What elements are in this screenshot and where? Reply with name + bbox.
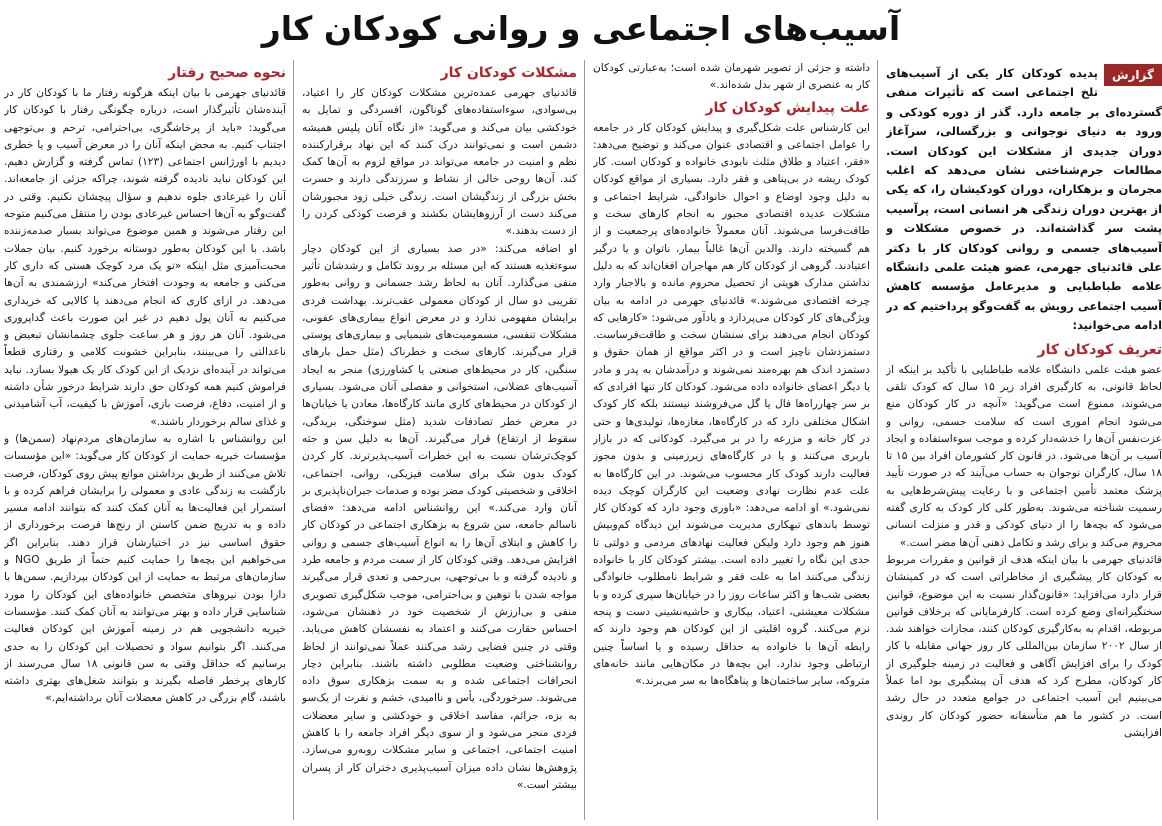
lead-text: پدیده کودکان کار یکی از آسیب‌های تلخ اجتماعی است که تأثیرات منفی گسترده‌ای بر جامعه دارد. گذر از دوره کودکی و ورود به دنیای نوجوانی و بزرگسالی، سرآغاز دوران جدیدی از مشکلات این کودکان است. مطالعات جرم‌شناختی نشان می‌دهد که اغلب مجرمان و بزهکاران، دوران کودکیشان را، که یکی از بهترین دوران زندگی هر انسانی است، پرآسیب پشت سر گذاشته‌اند. در خصوص مشکلات و آسیب‌های جسمی و روانی کودکان کار با دکتر علی قائدنیای جهرمی، عضو هیئت علمی دانشگاه علامه طباطبایی و مدیرعامل مؤسسه کاهش آسیب اجتماعی رویش به گفت‌وگو پرداختیم که در ادامه می‌خوانید: [886,66,1162,333]
column-divider [877,60,878,820]
column-divider [293,60,294,820]
lead-paragraph [886,64,1162,336]
column-4 [4,60,286,822]
body-paragraph: او اضافه می‌کند: «در صد بسیاری از این کودکان دچار سوءتغذیه هستند که این مسئله بر روند تکامل و رشدشان تأثیر منفی می‌گذارد. آنان به لحاظ رشد جسمانی و روانی به‌طور تقریبی دو سال از کودکان معمولی عقب‌ترند. بهداشت فردی برایشان مفهومی ندارد و در معرض انواع بیماری‌های عفونی، مشکلات تنفسی، مسمومیت‌های شیمیایی و بیماری‌های پوستی قرار می‌گیرند. کارهای سخت و خطرناک (مثل حمل بارهای سنگین، کار در محیط‌های صنعتی یا کشاورزی) منجر به ایجاد آسیب‌های عضلانی، استخوانی و مفصلی آنان می‌شود. بسیاری از کودکان در محیط‌های کاری مانند کارگاه‌ها، معادن یا خیابان‌ها در معرض خطر تصادفات شدید (مثل سوختگی، بریدگی، سقوط از ارتفاع) قرار می‌گیرند. آن‌ها به دلیل سن و جثه کوچک‌ترشان نسبت به این خطرات آسیب‌پذیرترند. کار کردن کودک بدون شک برای سلامت فیزیکی، روانی، اجتماعی، اخلاقی و شخصیتی کودک مضر بوده و صدمات جبران‌ناپذیری بر آنان وارد می‌کند.» این روانشناس ادامه می‌دهد: «فضای ناسالم جامعه، سن شروع به بزهکاری اجتماعی در کودکان کار را کاهش و ابتلای آن‌ها را به انواع آسیب‌های جسمی و روانی افزایش می‌دهد. وقتی کودکان کار از سمت مردم و جامعه طرد و نادیده گرفته و با بی‌توجهی، بی‌رحمی و تعدی قرار می‌گیرند مواجه شدن با توهین و بی‌احترامی، موجب شکل‌گیری تصویری منفی و بی‌ارزش از شخصیت خود در ذهنشان می‌شود، احساس حقارت می‌کنند و اعتماد به نفسشان کاهش می‌یابد. وقتی در چنین فضایی رشد می‌کنند عملاً نمی‌توانند از لحاظ روانشناختی وضعیت مطلوبی داشته باشند. بنابراین دچار انحرافات اجتماعی شده و به سمت بزهکاری سوق داده می‌شوند. سرخوردگی، یأس و ناامیدی، خشم و نفرت از یک‌سو به بزه، جرائم، مفاسد اخلاقی و خودکشی و سایر معضلات فردی منجر می‌شود و از سوی دیگر افراد جامعه را با کاهش امنیت اجتماعی، اجتماعی و سایر مشکلات روبه‌رو می‌سازد. پژوهش‌ها نشان داده میزان آسیب‌پذیری دختران کار از پسران بیشتر است.» [302,242,577,791]
column-2 [593,60,870,822]
body-paragraph: این روانشناس با اشاره به سازمان‌های مردم‌نهاد (سمن‌ها) و مؤسسات خیریه حمایت از کودکان کار می‌گوید: «این مؤسسات تلاش می‌کنند از طریق برداشتن موانع پیش روی کودکان، فرصت بازگشت به زندگی عادی و معمولی را برایشان فراهم کرده و با استمرار این فعالیت‌ها به آنان کمک کنند که بتوانند ادامه مسیر داده و به تدریج ضمن کاستن از رنج‌ها فرصت برخورداری از حقوق اساسی نیز در اختیارشان قرار دهند. بنابراین اگر می‌خواهیم این بچه‌ها را حمایت کنیم حتماً از طریق NGO و سازمان‌های مرتبط به حمایت از این کودکان بپردازیم. سمن‌ها با دارا بودن نیروهای متخصص خانواده‌های این کودکان را مورد شناسایی قرار داده و بهتر می‌توانند به آنان کمک کنند. مؤسسات خیریه دانشجویی هم در زمینه آموزش این کودکان فعالیت می‌کنند. اگر بتوانیم سواد و تحصیلات این کودکان را به حدی برسانیم که حداقل وقتی به سن قانونی ۱۸ سال می‌رسند از کارهای پرخطر فاصله بگیرند و بتوانند شغل‌های بهتری داشته باشند، گام بزرگی در کاهش معضلات آنان برداشته‌ایم.» [4,432,286,705]
column-3 [302,60,577,822]
body-paragraph: این کارشناس علت شکل‌گیری و پیدایش کودکان کار در جامعه را عوامل اجتماعی و اقتصادی عنوان می‌کند و توضیح می‌دهد: «فقر، اعتیاد و طلاق مثلث نابودی خانواده و کودکان است. کار کودک ریشه در بی‌پناهی و فقر دارد. بسیاری از مواقع کودکان به دلیل وجود اوضاع و احوال خانوادگی، شرایط اجتماعی و مشکلات عدیده اقتصادی مجبور به انجام کارهای سخت و طاقت‌فرسا می‌شوند. آنان معمولاً خانواده‌های پرجمعیت و از هم گسیخته دارند. والدین آن‌ها غالباً بیمار، ناتوان و یا درگیر اعتیادند. گروهی از کودکان کار هم مهاجران افغان‌اند که به دلیل نداشتن مدارک هویتی از تحصیل محروم مانده و بالاجبار وارد چرخه اقتصادی می‌شوند.» قائدنیای جهرمی در ادامه به بیان ویژگی‌های کار کودکان می‌پردازد و یادآور می‌شود: «کارهایی که کودکان انجام می‌دهند برای سنشان سخت و طاقت‌فرساست. دستمزدشان ناچیز است و در اکثر مواقع از همان حقوق و دستمزد اندک هم بهره‌مند نمی‌شوند و درآمدشان به پدر و مادر یا دیگر اعضای خانواده داده می‌شود. کودکان کار تنها افرادی که بر سر چهارراه‌ها فال یا گل می‌فروشند نیستند بلکه کار کودک اشکال مختلفی دارد که در کارگاه‌ها، مغازه‌ها، تولیدی‌ها و حتی در کار خانه و مزرعه را در بر می‌گیرد. کودکانی که در بازار باربری می‌کنند و یا در کارگاه‌های زیرزمینی و بدون مجوز فعالیت دارند کودک کار محسوب می‌شوند. در این کارگاه‌ها به علت عدم نظارت نهادی وضعیت این کارگران کوچک دیده نمی‌شود.» او ادامه می‌دهد: «باوری وجود دارد که کودکان کار توسط باندهای تبهکاری مدیریت می‌شوند این دیدگاه کم‌وبیش هنوز هم وجود دارد ولیکن فعالیت نهادهای مردمی و دولتی تا حدی این نگاه را تغییر داده است. بیشتر کودکان کار با خانواده زندگی می‌کنند اما به علت فقر و شرایط نامطلوب خانوادگی بعضی شب‌ها و اکثر ساعات روز را در خیابان‌ها سپری کرده و با مشکلات معیشتی، اعتیاد، بیکاری و حاشیه‌نشینی دست و پنجه نرم می‌کنند. گروه اقلیتی از این کودکان هم وجود دارند که رابطه آن‌ها با خانواده به حداقل رسیده و یا اساساً چنین ارتباطی وجود ندارد. این بچه‌ها در مکان‌هایی مانند خانه‌های متروکه، سایر ساختمان‌ها و پناهگاه‌ها به سر می‌برند.» [593,121,870,688]
subheading-definition: تعریف کودکان کار [1037,341,1162,358]
subheading-causes: علت پیدایش کودکان کار [705,99,870,116]
body-paragraph: داشته و جزئی از تصویر شهرمان شده است؛ به‌عبارتی کودکان کار به عنصری از شهر بدل شده‌اند.» [593,62,870,92]
body-paragraph: قائدنیای جهرمی با بیان اینکه هدف از قوانین و مقررات مربوط به کودکان کار پیشگیری از مخاطراتی است که در کمینشان قرار دارد می‌افزاید: «قانون‌گذار نسبت به این موضوع، قوانین سختگیرانه‌ای وضع کرده است. کارفرمایانی که برخلاف قوانین مربوطه، اقدام به به‌کارگیری کودکان کنند، مجازات خواهند شد. از سال ۲۰۰۲ سازمان بین‌المللی کار روز جهانی مقابله با کار کودک را برای افزایش آگاهی و فعالیت در زمینه جلوگیری از کار کودکان، مطرح کرد که هدف آن پیشگیری بود اما عملاً می‌بینیم این آسیب اجتماعی در جوامع متعدد در حال رشد است. در کشور ما هم متأسفانه حضور کودکان کار روندی افزایشی [886,553,1162,739]
headline: آسیب‌های اجتماعی و روانی کودکان کار [261,9,901,48]
body-paragraph: قائدنیای جهرمی عمده‌ترین مشکلات کودکان کار را اعتیاد، بی‌سوادی، سوءاستفاده‌های گوناگون، افسردگی و تمایل به خودکشی بیان می‌کند و می‌گوید: «از نگاه آنان پلیس همیشه دشمن است و نمی‌توانند درک کنند که این نهاد برقرارکننده نظم و امنیت در جامعه می‌تواند در مواقع لزوم به آن‌ها کمک کند. آن‌ها روحی خالی از نشاط و سرزندگی دارند و حسرت بخش بزرگی از زندگیشان است. زندگی خیلی زود مجبورشان می‌کند دست از آرزوهایشان بکشند و فرصت کودکی کردن را از دست بدهند.» [302,87,577,238]
subheading-problems: مشکلات کودکان کار [440,65,577,81]
column-1 [886,64,1162,826]
report-badge: گزارش [1104,64,1162,86]
column-divider [584,60,585,820]
body-paragraph: قائدنیای جهرمی با بیان اینکه هرگونه رفتار ما با کودکان کار در آینده‌شان تأثیرگذار است، درباره چگونگی رفتار با کودکان کار می‌گوید: «باید از پرخاشگری، بی‌احترامی، ترحم و بی‌توجهی اجتناب کنیم. به محض اینکه آنان را در معرض آسیب و یا خطری دیدیم با اورژانس اجتماعی (۱۲۳) تماس گرفته و گزارش دهیم. این کودکان نباید نادیده گرفته شوند، چراکه جزئی از جامعه‌اند. آنان را غیرعادی جلوه ندهیم و سؤال پیچشان نکنیم. وقتی در گفت‌وگو به آن‌ها احساس غیرعادی بودن را منتقل می‌کنیم متوجه این رفتار می‌شوند و همین موضوع می‌تواند بسیار صدمه‌زننده باشد. با این کودکان به‌طور دوستانه برخورد کنیم. بیان جملات محبت‌آمیزی مثل اینکه «تو یک مرد کوچک هستی که داری کار می‌کنی و جامعه به وجودت افتخار می‌کند» ارزشمندی به آن‌ها می‌دهد. در ازای کاری که انجام می‌دهند یا کالایی که خریداری می‌کنیم به آنان پول دهیم در غیر این صورت باعث گداپروری می‌شود. آنان هر روز و هر ساعت جلوی چشمانشان تبعیض و ناعدالتی را می‌بینند، بنابراین خشونت کلامی و رفتاری قطعاً می‌تواند در آینده‌ای نزدیک از این کودک کار یک هیولا بسازد. نباید فراموش کنیم همه کودکان حق دارند شرایط درخور شأن داشته و از امنیت، دفاع، فرصت بازی، آموزش با کیفیت، آب آشامیدنی و غذای سالم برخوردار باشند.» [4,87,286,428]
body-paragraph: عضو هیئت علمی دانشگاه علامه طباطبایی با تأکید بر اینکه از لحاظ قانونی، به کارگیری افراد زیر ۱۵ سال که کودک تلقی می‌شوند، ممنوع است می‌گوید: «آنچه در کار کودکان منع می‌شود انجام اموری است که سلامت جسمی، روانی و عزت‌نفس آن‌ها را خدشه‌دار کرده و موجب سوءاستفاده و ایجاد آسیب بر آن‌ها می‌شود. در قانون کار کشورمان افراد بین ۱۵ تا ۱۸ سال، کارگران نوجوان به حساب می‌آیند که در صورت تأیید پزشک معتمد تأمین اجتماعی و با رعایت پیش‌شرط‌هایی به رسمیت شناخته می‌شوند. به‌طور کلی کار کودک به کاری گفته می‌شود که بچه‌ها را از دنیای کودکی و قدر و منزلت انسانی محروم می‌کند و برای رشد و تکامل ذهنی آن‌ها مضر است.» [886,363,1162,549]
subheading-behavior: نحوه صحیح رفتار [168,65,286,81]
